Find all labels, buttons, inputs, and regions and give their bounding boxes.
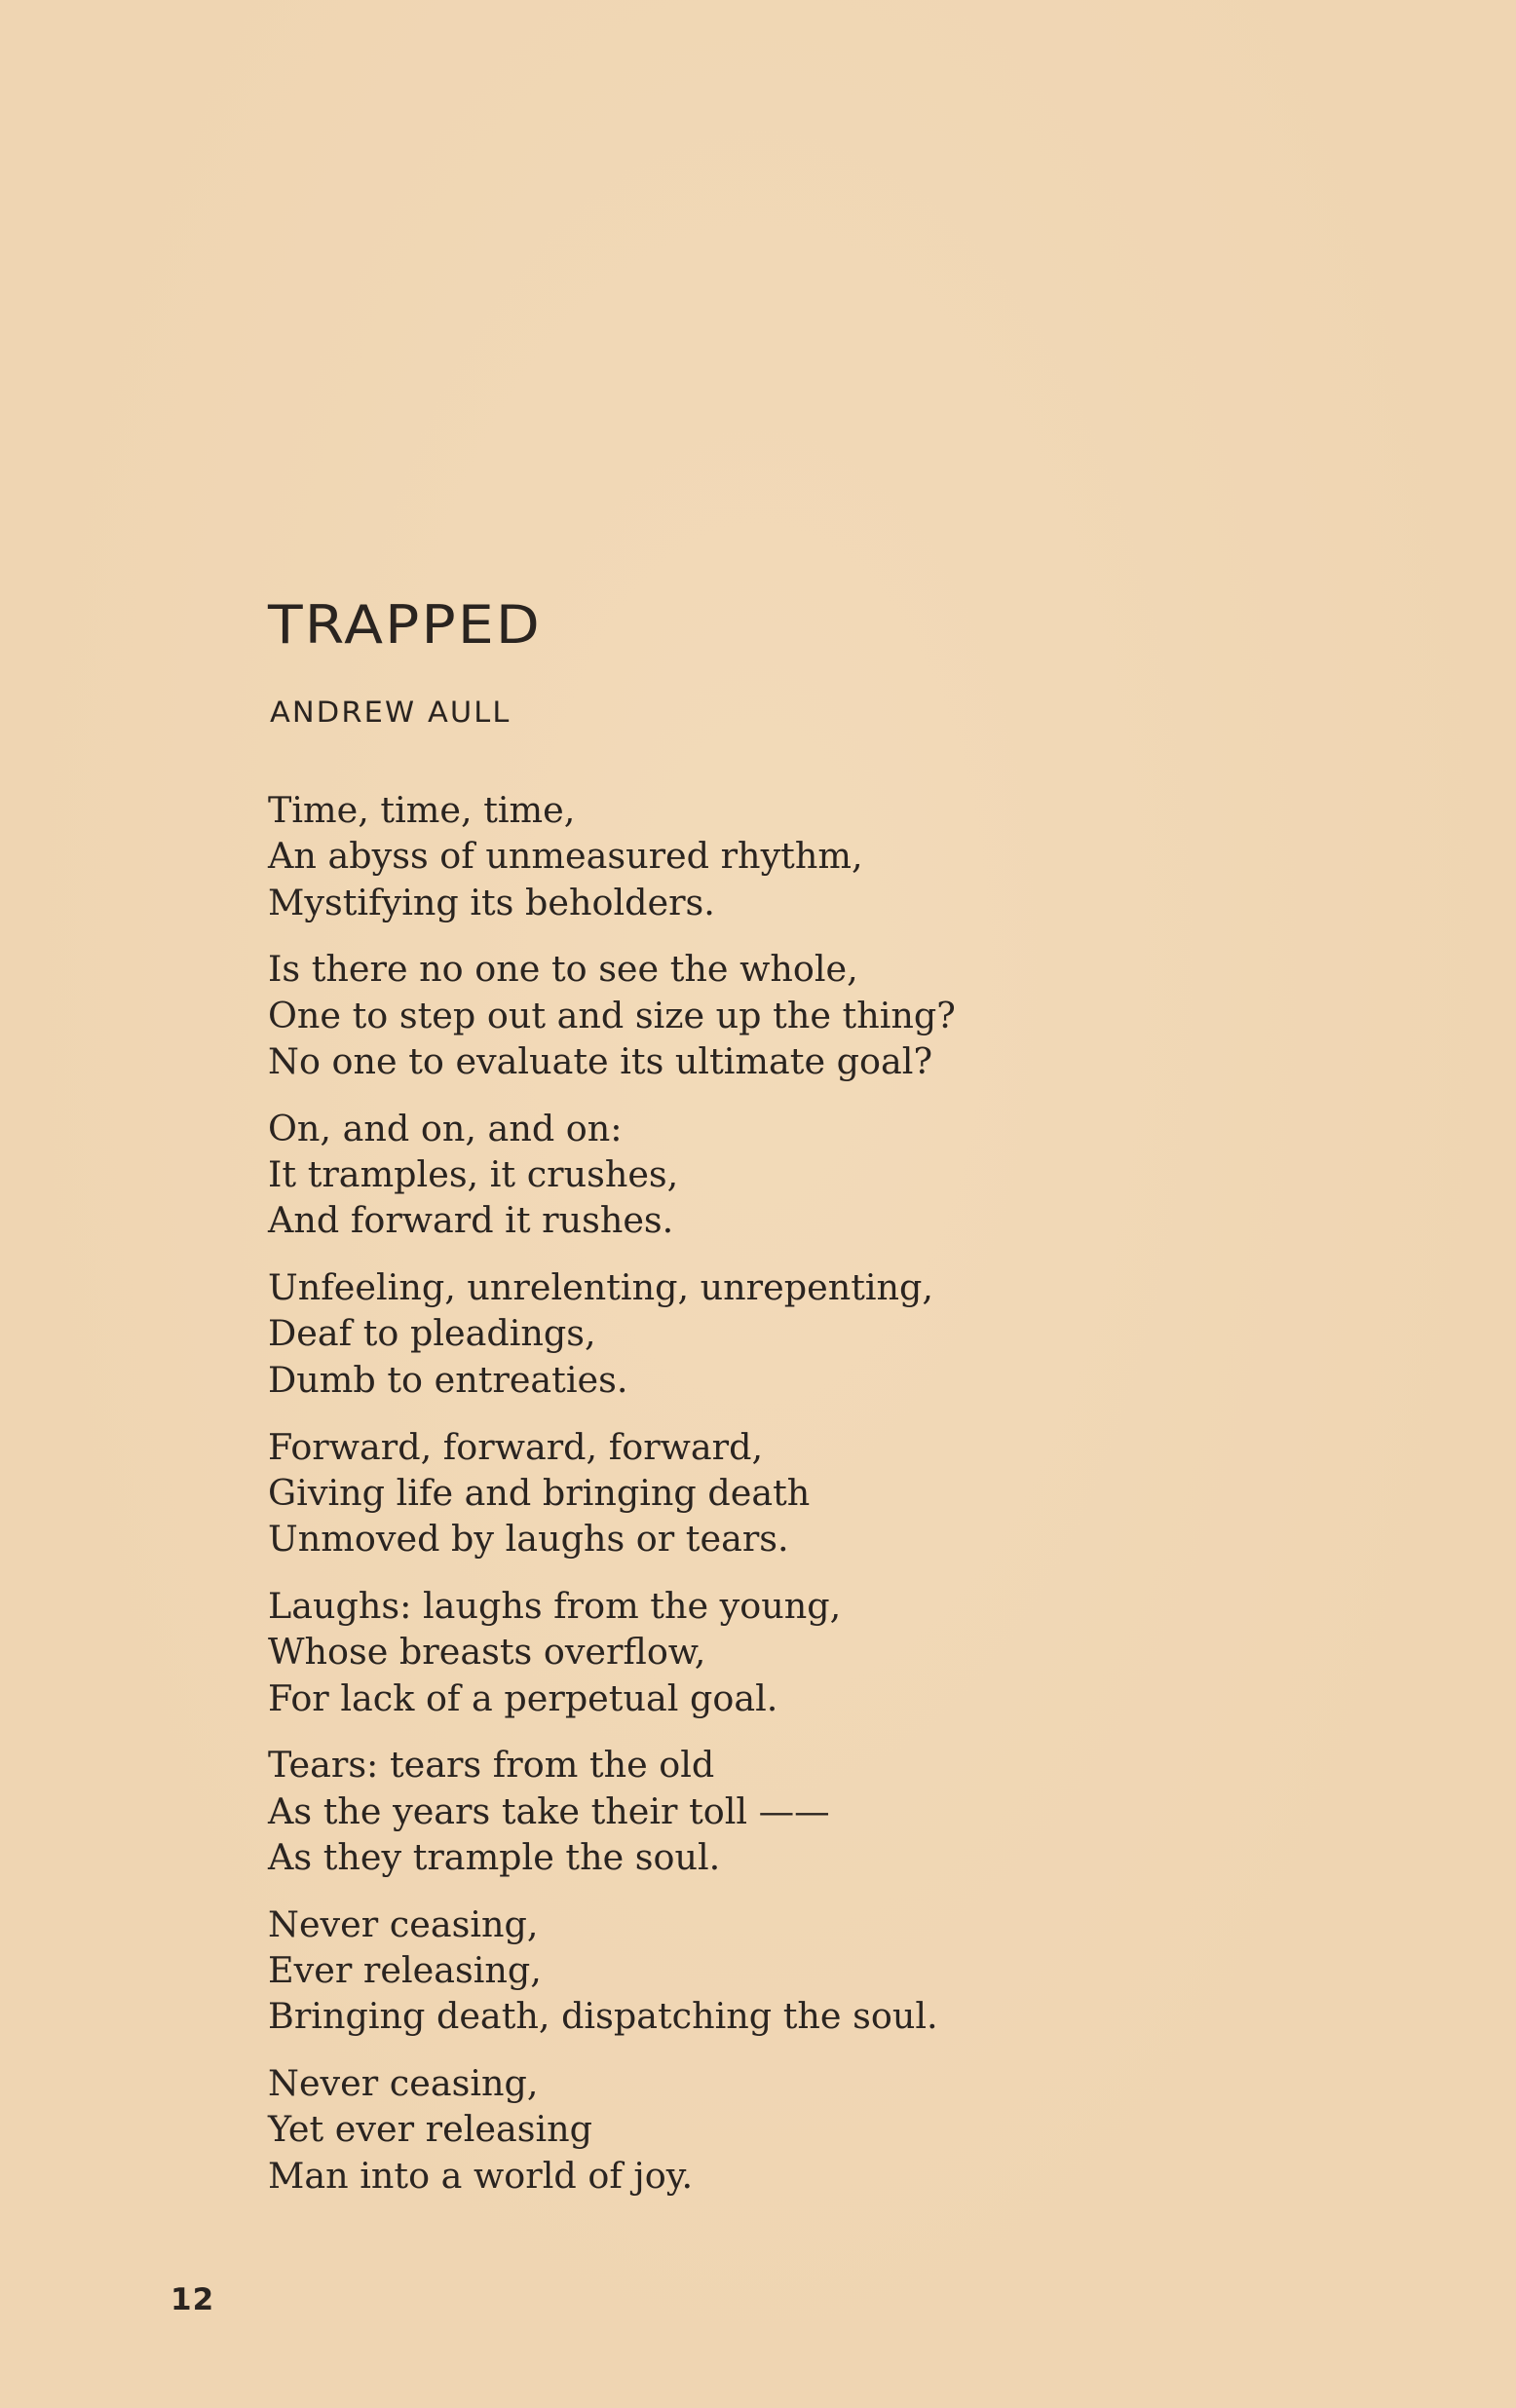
poem-line: No one to evaluate its ultimate goal? (268, 1039, 933, 1082)
poem-line: Deaf to pleadings, (268, 1312, 596, 1355)
poem-line: Bringing death, dispatching the soul. (268, 1995, 938, 2038)
poem-line: For lack of a perpetual goal. (268, 1676, 778, 1719)
page-number: 12 (171, 2282, 215, 2317)
stanza (268, 2060, 1242, 2199)
poem-line: An abyss of unmeasured rhythm, (268, 835, 863, 878)
poem-line: Time, time, time, (268, 789, 576, 831)
poem-line: Never ceasing, (268, 2062, 539, 2105)
poem-line: Never ceasing, (268, 1902, 539, 1945)
stanza (268, 787, 1242, 925)
poem-line: Giving life and bringing death (268, 1471, 811, 1514)
poem-line: As the years take their toll —— (268, 1789, 830, 1832)
poem-title: TRAPPED (268, 594, 542, 656)
stanza (268, 1742, 1242, 1880)
poem-line: On, and on, and on: (268, 1107, 623, 1149)
poem-line: Is there no one to see the whole, (268, 948, 858, 991)
poem-line: As they trample the soul. (268, 1835, 721, 1878)
stanza (268, 1901, 1242, 2040)
poem-line: Forward, forward, forward, (268, 1425, 764, 1468)
poem-line: Yet ever releasing (268, 2108, 593, 2151)
poem-line: Mystifying its beholders. (268, 881, 715, 923)
poem-line: Tears: tears from the old (268, 1744, 715, 1787)
stanza (268, 946, 1242, 1084)
poem-author: ANDREW AULL (270, 696, 512, 729)
poem-line: And forward it rushes. (268, 1199, 674, 1242)
stanza (268, 1106, 1242, 1244)
poem-line: Ever releasing, (268, 1949, 542, 1992)
poem-line: One to step out and size up the thing? (268, 994, 956, 1036)
poem-line: Laughs: laughs from the young, (268, 1584, 842, 1627)
poem-line: Dumb to entreaties. (268, 1358, 628, 1401)
stanza (268, 1424, 1242, 1562)
poem-line: Man into a world of joy. (268, 2154, 694, 2197)
stanza (268, 1583, 1242, 1721)
poem-body (268, 787, 1242, 2220)
poem-line: Unmoved by laughs or tears. (268, 1518, 789, 1561)
stanza (268, 1264, 1242, 1403)
poem-line: It tramples, it crushes, (268, 1153, 679, 1196)
poem-line: Unfeeling, unrelenting, unrepenting, (268, 1266, 934, 1309)
poem-line: Whose breasts overflow, (268, 1631, 706, 1674)
